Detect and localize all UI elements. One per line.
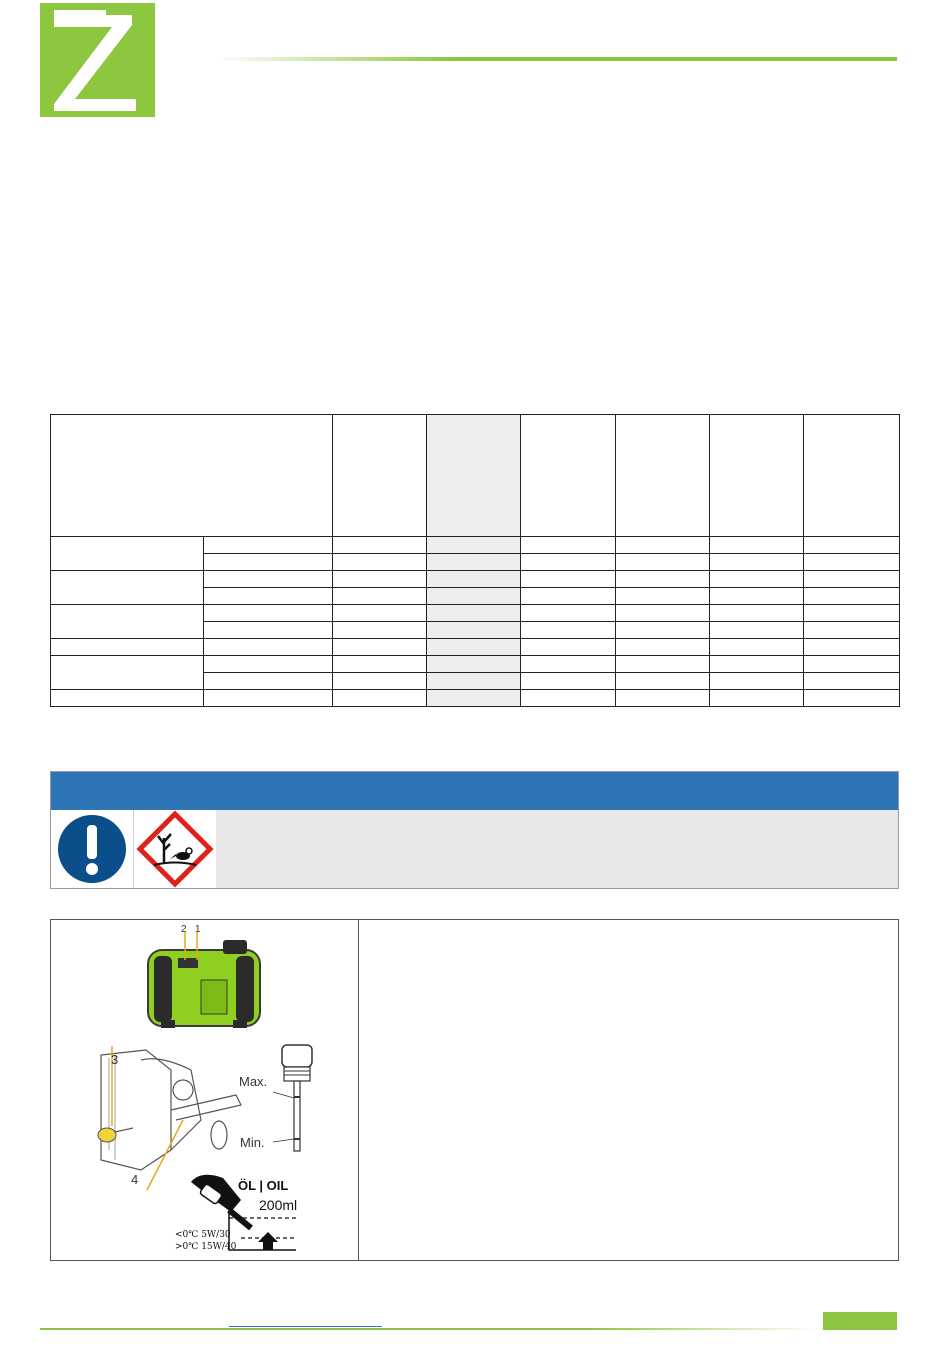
environment-hazard-icon xyxy=(134,810,216,888)
oil-spec-warm: >0℃ 15W/40 xyxy=(175,1242,237,1252)
warning-text-area xyxy=(216,810,898,888)
table-row xyxy=(51,605,900,622)
brand-logo xyxy=(40,3,155,117)
warning-box xyxy=(50,771,899,889)
table-row xyxy=(51,690,900,707)
oil-label: ÖL | OIL xyxy=(238,1178,289,1193)
oil-section xyxy=(50,919,899,1261)
callout-1: 1 xyxy=(195,924,201,935)
table-row xyxy=(51,639,900,656)
header-divider xyxy=(215,57,897,61)
z-logo-icon xyxy=(40,3,155,117)
table-header-row xyxy=(51,415,900,537)
generator-illustration xyxy=(51,920,358,1260)
page-number-box xyxy=(823,1312,897,1330)
dipstick-max-label: Max. xyxy=(239,1074,268,1089)
oil-spec-cold: <0℃ 5W/30 xyxy=(175,1230,231,1240)
mandatory-action-icon xyxy=(51,810,133,888)
warning-icons xyxy=(51,810,216,888)
footer-divider xyxy=(40,1328,820,1330)
oil-instructions-area xyxy=(359,920,898,1260)
table-row xyxy=(51,656,900,673)
table-row xyxy=(51,537,900,554)
dipstick-min-label: Min. xyxy=(240,1135,265,1150)
callout-4: 4 xyxy=(131,1172,139,1187)
oil-figure xyxy=(51,920,359,1260)
callout-2: 2 xyxy=(181,924,187,935)
footer-link[interactable] xyxy=(229,1326,382,1327)
oil-amount: 200ml xyxy=(259,1197,298,1213)
callout-3: 3 xyxy=(111,1052,119,1067)
spec-table xyxy=(50,414,900,707)
table-row xyxy=(51,571,900,588)
warning-header-bar xyxy=(51,772,898,810)
